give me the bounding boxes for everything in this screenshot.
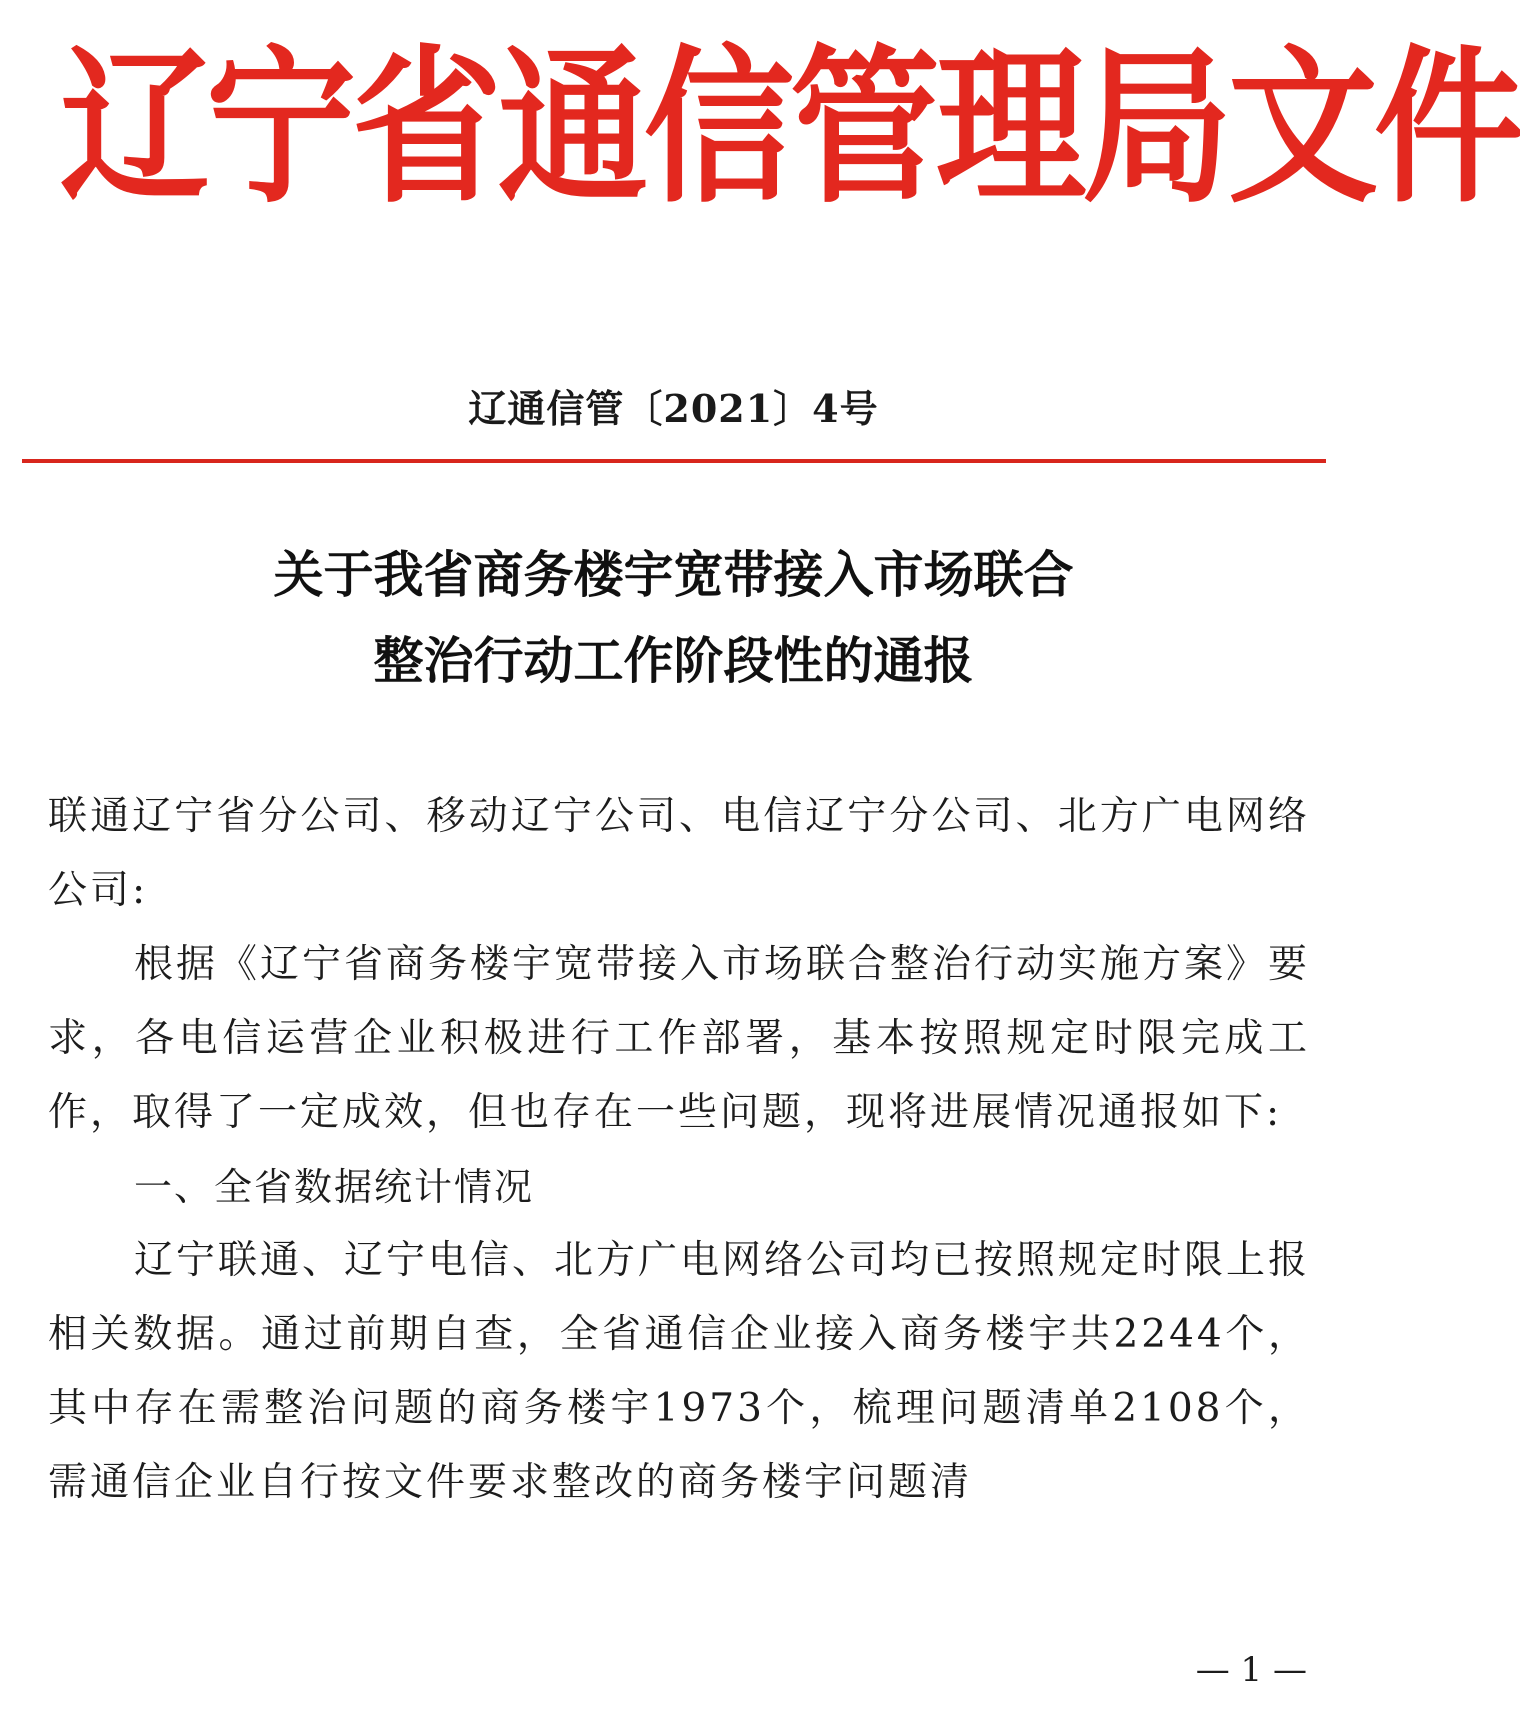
document-number: 辽通信管〔2021〕4号 [468,386,879,431]
title-line-2: 整治行动工作阶段性的通报 [373,631,974,690]
document-title [0,532,1347,704]
title-line-1: 关于我省商务楼宇宽带接入市场联合 [273,545,1074,604]
page-number: — 1 — [1195,1650,1307,1690]
section-1-heading: 一、全省数据统计情况 [134,1165,535,1209]
section-1-paragraph: 辽宁联通、辽宁电信、北方广电网络公司均已按照规定时限上报相关数据。通过前期自查，全省通信企业接入商务楼宇共2244个，其中存在需整治问题的商务楼宇1973个，梳理问题清单2108个，需通信企业自行按文件要求整改的商务楼宇问题清 [48,1238,1311,1505]
red-divider-line [22,459,1326,463]
addressee-paragraph: 联通辽宁省分公司、移动辽宁公司、电信辽宁分公司、北方广电网络公司: [48,794,1310,913]
masthead-title: 辽宁省通信管理局文件 [60,29,1520,227]
intro-paragraph: 根据《辽宁省商务楼宇宽带接入市场联合整治行动实施方案》要求，各电信运营企业积极进行工作部署，基本按照规定时限完成工作，取得了一定成效，但也存在一些问题，现将进展情况通报如下: [48,942,1311,1135]
document-body [48,780,1310,1520]
